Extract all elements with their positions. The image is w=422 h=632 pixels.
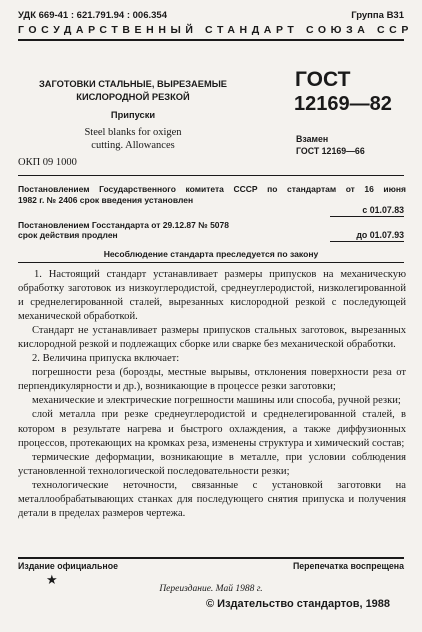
group-code: Группа В31 — [351, 10, 404, 21]
title-ru-line1: ЗАГОТОВКИ СТАЛЬНЫЕ, ВЫРЕЗАЕМЫЕ — [38, 79, 228, 89]
footer-rule — [18, 557, 404, 559]
decree1-date: с 01.07.83 — [362, 205, 404, 215]
reissue-note: Переиздание. Май 1988 г. — [159, 584, 263, 594]
law-warning: Несоблюдение стандарта преследуется по закону — [103, 249, 319, 259]
decree2-date-rule — [330, 241, 404, 242]
decree2-line2: срок действия продлен — [18, 230, 118, 240]
clause-2: 2. Величина припуска включает: — [32, 353, 180, 365]
decree-rule — [18, 262, 404, 263]
title-en-line1: Steel blanks for oxigen — [84, 127, 182, 138]
decree1-line2: 1982 г. № 2406 срок введения установлен — [18, 195, 194, 205]
subtitle-ru: Припуски — [110, 110, 156, 120]
decree2-line1: Постановлением Госстандарта от 29.12.87 № 5078 — [18, 220, 229, 230]
okp-code: ОКП 09 1000 — [18, 157, 77, 168]
gost-number: 12169—82 — [294, 93, 392, 115]
clause-1-note: Стандарт не устанавливает размеры припусков стальных заготовок, вырезанных кислородной резкой и подлежащих сборке или сварке без механической обработки. — [18, 325, 406, 351]
gost-label: ГОСТ — [295, 68, 351, 91]
title-en-line2: cutting. Allowances — [91, 140, 175, 151]
header-rule — [18, 39, 404, 41]
reprint-forbidden: Перепечатка воспрещена — [292, 561, 404, 571]
decree1-date-rule — [330, 216, 404, 217]
clause-2-item-2: механические и электрические погрешности машины или способа, ручной резки; — [32, 395, 401, 407]
udk-code: УДК 669-41 : 621.791.94 : 006.354 — [18, 10, 167, 21]
clause-2-item-5: технологические неточности, связанные с установкой заготовки на металлообрабатывающих станках для последующего снятия припуска и получения детали в пределах размеров чертежа. — [18, 479, 406, 519]
standard-title: ГОСУДАРСТВЕННЫЙ СТАНДАРТ СОЮЗА ССР — [18, 24, 413, 36]
title-rule — [18, 175, 404, 176]
replaces-label: Взамен — [296, 134, 329, 144]
title-ru-line2: КИСЛОРОДНОЙ РЕЗКОЙ — [76, 92, 190, 102]
standard-body — [18, 268, 406, 521]
decree2-date: до 01.07.93 — [356, 230, 404, 240]
decree1-line1: Постановлением Государственного комитета СССР по стандартам от 16 июня — [18, 184, 406, 194]
clause-2-item-3: слой металла при резке среднеуглеродистой и среднелегированной сталей, в котором в результате нагрева и быстрого охлаждения, а также диффузионных процессов, протекающих на кромках реза, изменены структура и химический состав; — [18, 409, 406, 449]
star-icon: ★ — [46, 572, 58, 587]
replaces-value: ГОСТ 12169—66 — [296, 146, 365, 156]
official-edition: Издание официальное — [18, 561, 118, 571]
clause-2-item-1: погрешности реза (борозды, местные вырывы, отклонения поверхности реза от перпендикулярности и др.), возникающие в процессе резки заготовки; — [18, 367, 406, 393]
copyright: © Издательство стандартов, 1988 — [206, 598, 391, 610]
clause-1: 1. Настоящий стандарт устанавливает размеры припусков на механическую обработку заготовок из низкоуглеродистой, среднеуглеродистой, низколегированной и среднелегированной сталей, вырезанных кислородной резкой с последующей механической обработкой. — [18, 269, 406, 323]
clause-2-item-4: термические деформации, возникающие в металле, при условии соблюдения установленной технологической последовательности резки; — [18, 451, 406, 477]
